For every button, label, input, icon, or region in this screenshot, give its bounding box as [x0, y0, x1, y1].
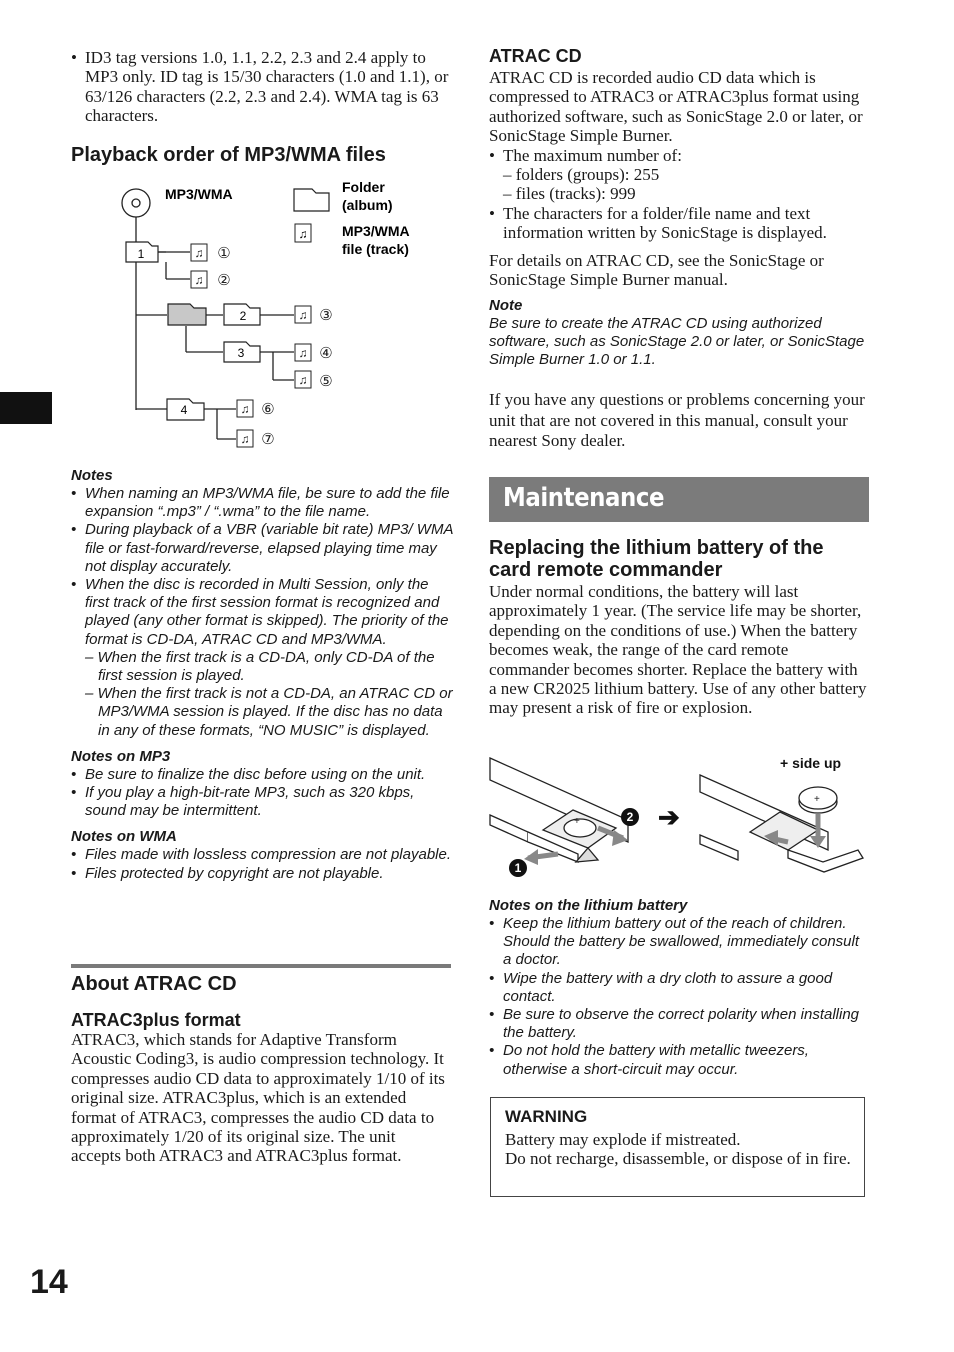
svg-text:♫: ♫ — [194, 246, 204, 260]
track-number-7: ⑦ — [261, 431, 275, 448]
arrow-right-icon: ➔ — [658, 802, 680, 832]
sub-item: – files (tracks): 999 — [503, 184, 636, 204]
list-item: • Keep the lithium battery out of the reach of children. Should the battery be swallowed, immediately consult a doctor. — [489, 915, 871, 970]
track-number-3: ③ — [319, 307, 333, 324]
notes-list — [71, 485, 453, 740]
track-icon-5 — [295, 371, 311, 388]
folder-icon-1 — [126, 242, 158, 262]
folder-label-2: 2 — [239, 309, 247, 323]
atrac-cd-list — [489, 146, 869, 243]
sub-item: – When the first track is not a CD-DA, an ATRAC CD or MP3/WMA session is played. If the disc has no data in any of these formats, “NO MUSIC” is displayed. — [85, 685, 453, 739]
section-tab-marker — [0, 392, 52, 424]
list-item: • When naming an MP3/WMA file, be sure to add the file expansion “.mp3” / “.wma” to the file name. — [71, 485, 453, 521]
warning-title: WARNING — [505, 1107, 588, 1126]
page-number: 14 — [30, 1263, 68, 1301]
svg-text:♫: ♫ — [240, 402, 250, 416]
folder-label-1: 1 — [137, 247, 145, 261]
about-atrac-heading: About ATRAC CD — [71, 973, 237, 995]
list-item: • Do not hold the battery with metallic tweezers, otherwise a short-circuit may occur. — [489, 1042, 871, 1078]
details-text: For details on ATRAC CD, see the SonicStage or SonicStage Simple Burner manual. — [489, 250, 824, 290]
svg-text:♫: ♫ — [298, 373, 308, 387]
list-item-text: When the disc is recorded in Multi Session, only the first track of the first session format is recognized and played (any other format is skipped). The priority of the format is CD-DA, ATRAC CD and MP3/WMA. — [85, 576, 449, 648]
atrac-cd-heading: ATRAC CD — [489, 46, 582, 66]
track-number-2: ② — [217, 272, 231, 289]
folder-icon-4 — [167, 399, 204, 420]
maintenance-banner — [489, 477, 869, 522]
svg-text:♫: ♫ — [240, 432, 250, 446]
id3-bullet: • ID3 tag versions 1.0, 1.1, 2.2, 2.3 and 2.4 apply to MP3 only. ID tag is 15/30 characters (1.0 and 1.1), or 63/126 characters (2.2, 2.3 and 2.4). WMA tag is 63 characters. — [71, 48, 451, 126]
warning-line-2: Do not recharge, disassemble, or dispose of in fire. — [505, 1149, 851, 1169]
sub-item: – When the first track is a CD-DA, only CD-DA of the first session is played. — [85, 648, 435, 685]
atrac-cd-block — [489, 68, 869, 289]
track-number-6: ⑥ — [261, 401, 275, 418]
list-item: • The characters for a folder/file name and text information written by SonicStage is displayed. — [489, 204, 869, 243]
maintenance-title: Maintenance — [503, 483, 665, 513]
step2-marker — [621, 808, 639, 826]
list-item: • Files protected by copyright are not playable. — [71, 865, 453, 883]
track-icon-4 — [295, 344, 311, 361]
track-icon-6 — [237, 400, 253, 417]
legend-folder-l1: Folder — [342, 179, 385, 195]
legend-file-icon — [295, 224, 311, 242]
svg-text:♫: ♫ — [298, 346, 308, 360]
list-item — [71, 576, 453, 740]
disc-label: MP3/WMA — [165, 186, 233, 202]
atrac3plus-text: ATRAC3, which stands for Adaptive Transform Acoustic Coding3, is audio compression technology. It compresses audio CD data to approximately 1/10 of its original size. ATRAC3plus, which is an extended format of ATRAC3, compresses the audio CD data to approximately 1/20 of its original size. The unit accepts both ATRAC3 and ATRAC3plus format. — [71, 1030, 445, 1166]
legend-folder-icon — [294, 189, 329, 211]
playback-heading: Playback order of MP3/WMA files — [71, 144, 386, 166]
step2-label: 2 — [626, 810, 634, 824]
battery-text: Under normal conditions, the battery will last approximately 1 year. (The service life may be shorter, depending on the conditions of use.) When the battery becomes weak, the range of the card remote commander becomes shorter. Replace the battery with a new CR2025 lithium battery. Use of any other battery may present a risk of fire or explosion. — [489, 582, 867, 718]
wma-notes-list — [71, 846, 453, 882]
mp3-notes-list — [71, 766, 453, 821]
folder-label-3: 3 — [237, 346, 245, 360]
lithium-notes-block — [489, 897, 871, 1079]
questions-text: If you have any questions or problems concerning your unit that are not covered in this manual, consult your nearest Sony dealer. — [489, 390, 865, 450]
folder-label-4: 4 — [180, 403, 188, 417]
playback-order-diagram — [110, 178, 440, 458]
step1-label: 1 — [514, 861, 522, 875]
track-icon-2 — [191, 271, 207, 288]
notes-block — [71, 467, 453, 883]
track-icon-3 — [295, 306, 311, 323]
step1-marker — [509, 859, 527, 877]
list-item: • If you play a high-bit-rate MP3, such as 320 kbps, sound may be intermittent. — [71, 784, 453, 820]
note-title: Note — [489, 297, 523, 314]
warning-line-1: Battery may explode if mistreated. — [505, 1130, 741, 1149]
list-item: • Be sure to observe the correct polarity when installing the battery. — [489, 1006, 871, 1042]
list-item: • Files made with lossless compression are not playable. — [71, 846, 453, 864]
list-item: • During playback of a VBR (variable bit rate) MP3/ WMA file or fast-forward/reverse, elapsed playing time may not display accurately. — [71, 521, 453, 576]
atrac-cd-text: ATRAC CD is recorded audio CD data which is compressed to ATRAC3 or ATRAC3plus format using authorized software, such as SonicStage 2.0 or later, or SonicStage Simple Burner. — [489, 68, 863, 146]
warning-box — [490, 1097, 865, 1197]
svg-text:+: + — [574, 816, 580, 827]
list-item-text: The maximum number of: — [503, 145, 682, 165]
track-number-5: ⑤ — [319, 373, 333, 390]
legend-file-l1: MP3/WMA — [342, 223, 410, 239]
mp3-notes-title: Notes on MP3 — [71, 747, 171, 765]
track-icon-7 — [237, 430, 253, 447]
svg-text:♫: ♫ — [194, 273, 204, 287]
folder-icon-current — [168, 304, 206, 325]
svg-text:♫: ♫ — [298, 227, 308, 241]
sub-item: – folders (groups): 255 — [503, 165, 660, 185]
wma-notes-title: Notes on WMA — [71, 828, 177, 846]
id3-note — [71, 48, 451, 126]
svg-text:+: + — [814, 794, 820, 805]
lithium-notes-title: Notes on the lithium battery — [489, 897, 688, 914]
battery-illustration — [488, 750, 868, 880]
svg-text:♫: ♫ — [298, 308, 308, 322]
atrac3plus-heading: ATRAC3plus format — [71, 1010, 241, 1030]
track-number-1: ① — [217, 245, 231, 262]
legend-file-l2: file (track) — [342, 241, 409, 257]
list-item: • Wipe the battery with a dry cloth to assure a good contact. — [489, 970, 871, 1006]
notes-title: Notes — [71, 467, 113, 484]
legend-folder-l2: (album) — [342, 197, 393, 213]
atrac-note-block — [489, 297, 869, 370]
list-item: • Be sure to finalize the disc before using on the unit. — [71, 766, 453, 784]
warning-text — [505, 1130, 855, 1169]
folder-icon-3 — [224, 342, 260, 362]
section-rule — [71, 964, 451, 968]
lithium-notes-list — [489, 915, 871, 1079]
disc-icon — [122, 189, 150, 217]
note-text: Be sure to create the ATRAC CD using authorized software, such as SonicStage 2.0 or later, or SonicStage Simple Burner 1.0 or 1.1. — [489, 315, 865, 369]
battery-heading: Replacing the lithium battery of the card remote commander — [489, 537, 824, 581]
list-item — [489, 146, 869, 204]
track-number-4: ④ — [319, 345, 333, 362]
folder-icon-2 — [224, 304, 260, 325]
track-icon-1 — [191, 244, 207, 261]
side-up-label: + side up — [780, 755, 842, 771]
